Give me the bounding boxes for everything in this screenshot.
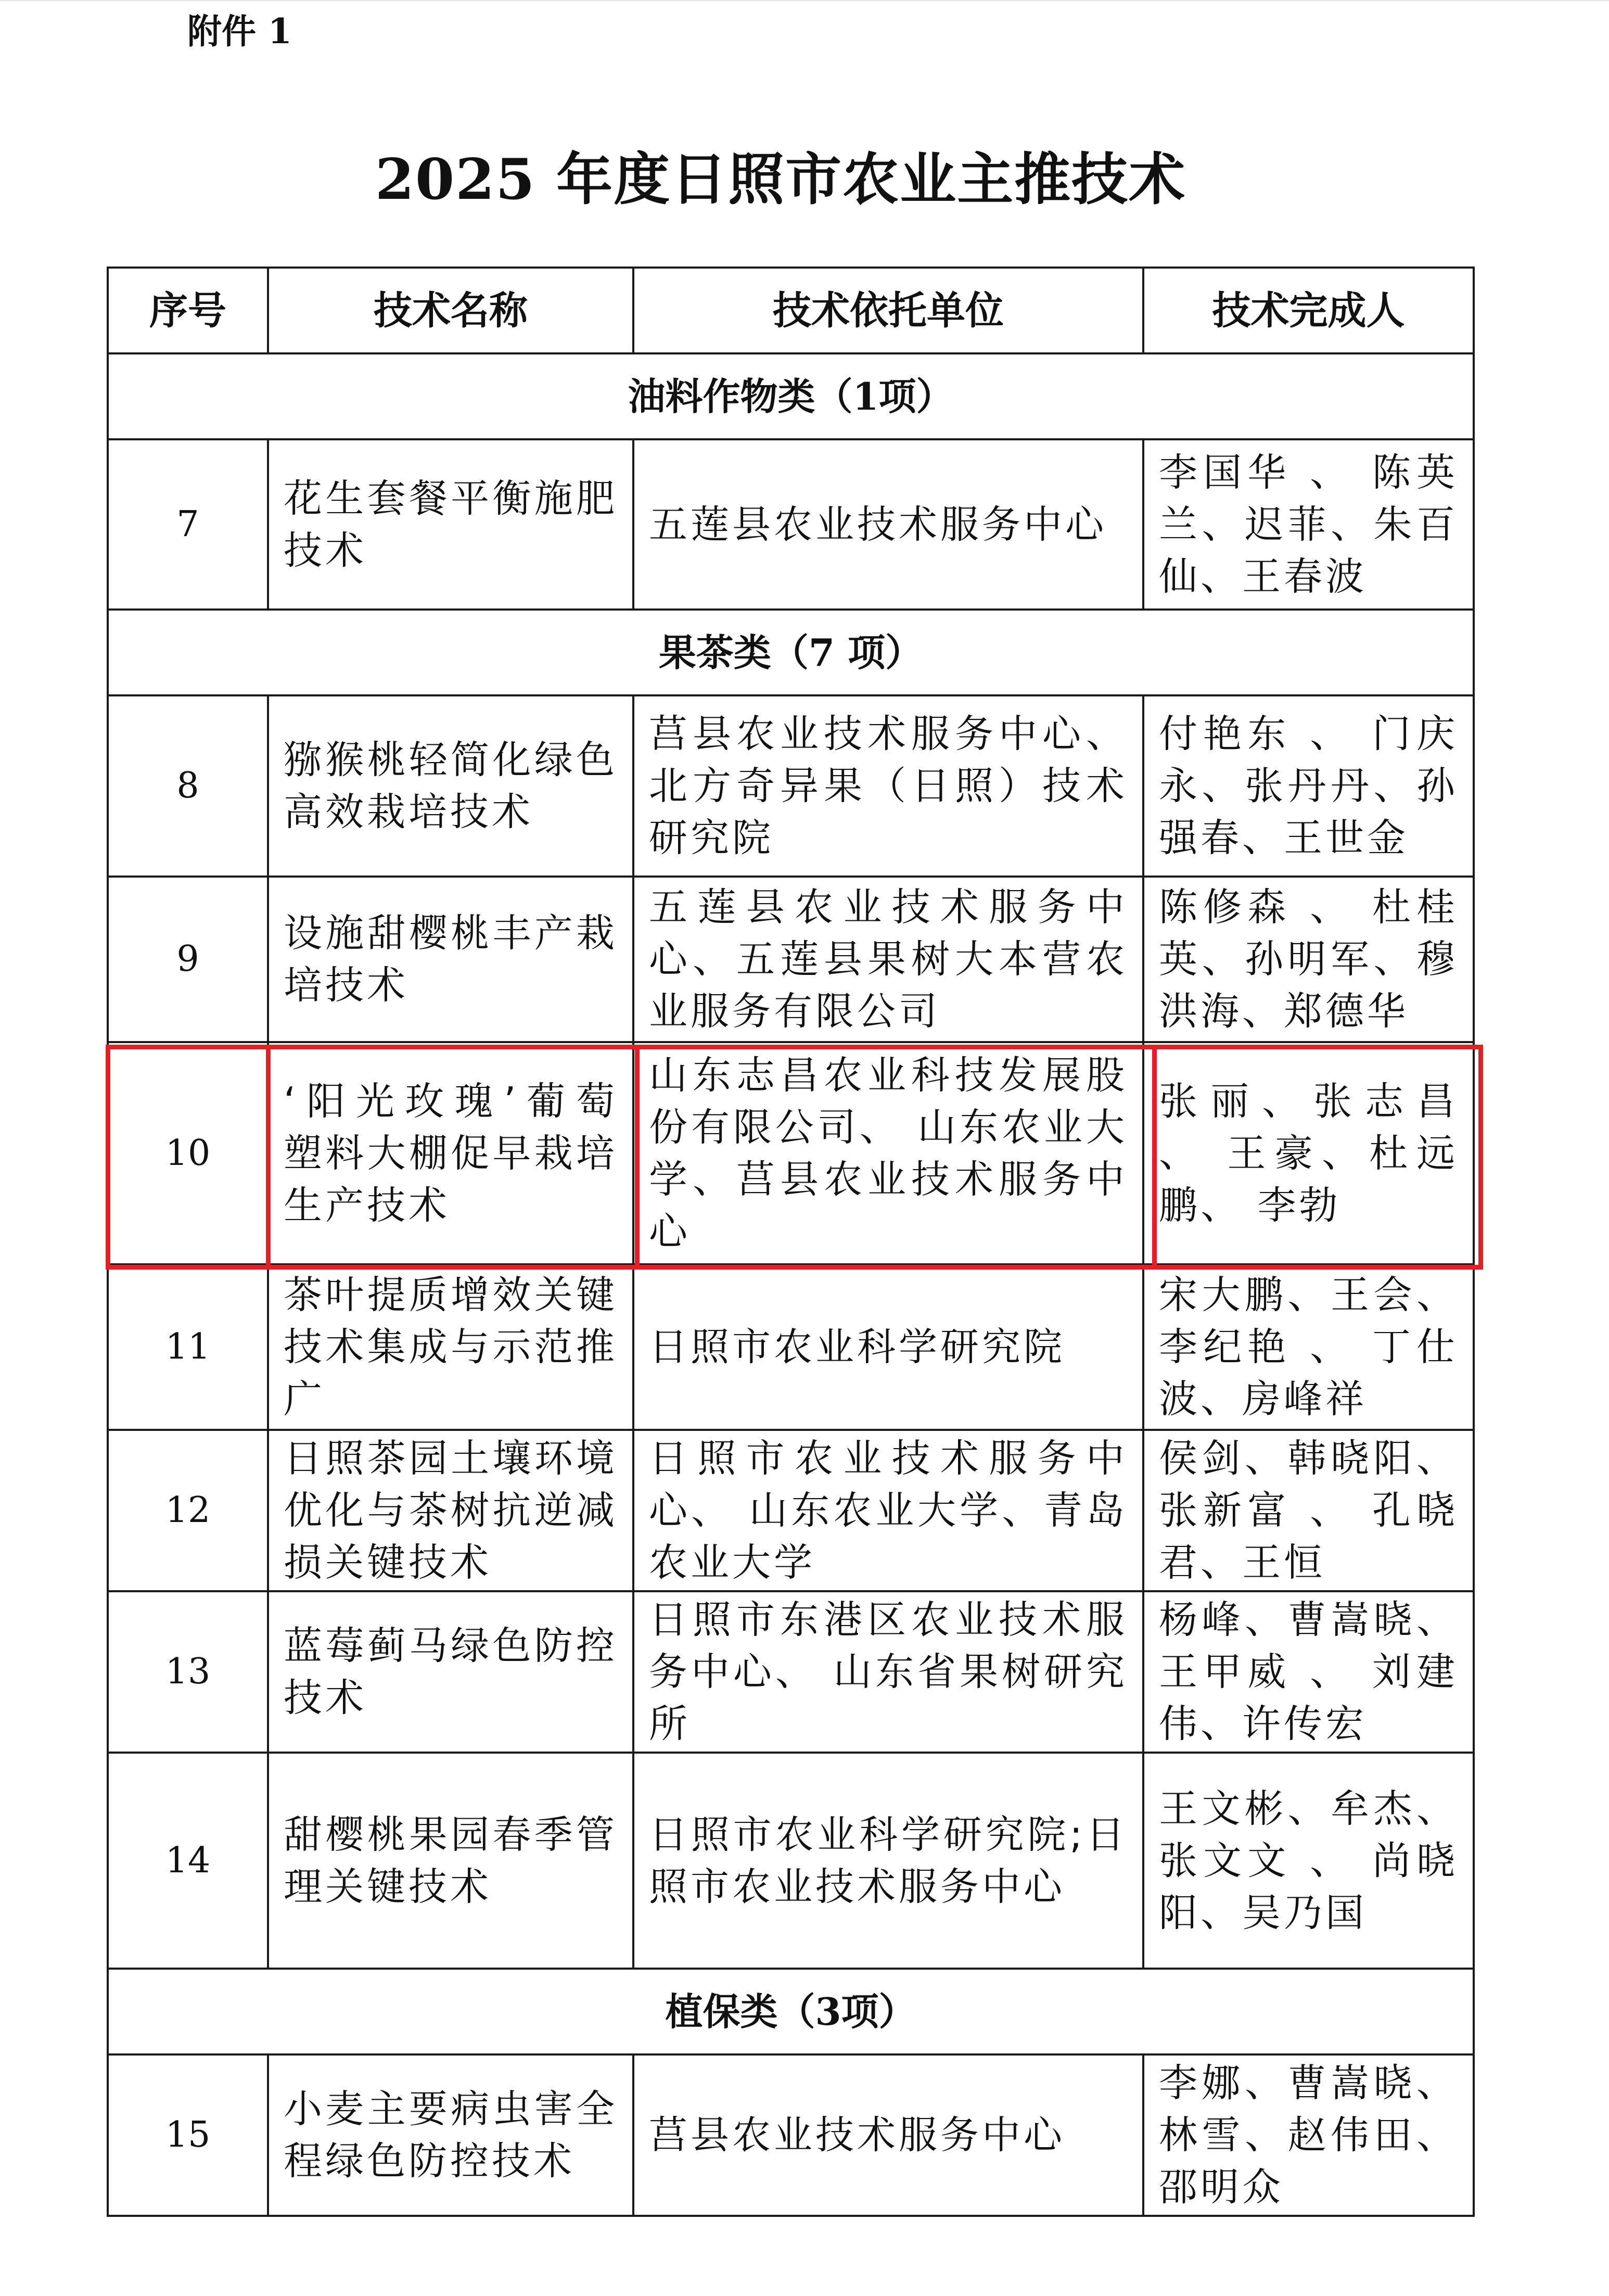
completers: 王文彬、牟杰、张文文 、 尚晓阳、吴乃国 <box>1143 1753 1474 1969</box>
completers: 李国华 、 陈英兰、迟菲、朱百仙、王春波 <box>1143 439 1474 610</box>
row-number: 12 <box>108 1430 268 1591</box>
category-row <box>108 353 1474 439</box>
support-unit: 日照市农业科学研究院 <box>633 1264 1143 1430</box>
support-unit: 五莲县农业技术服务中心 <box>633 439 1143 610</box>
row-number: 15 <box>108 2054 268 2216</box>
tech-name: 花生套餐平衡施肥技术 <box>268 439 633 610</box>
tech-name: 设施甜樱桃丰产栽培技术 <box>268 877 633 1042</box>
header-no: 序号 <box>108 268 268 353</box>
table-row <box>108 1430 1474 1591</box>
table-row <box>108 695 1474 877</box>
completers: 陈修森 、 杜桂英、孙明军、穆洪海、郑德华 <box>1143 877 1474 1042</box>
table-row <box>108 877 1474 1042</box>
table-row <box>108 439 1474 610</box>
completers: 张丽、张志昌 、 王豪、杜远鹏、 李勃 <box>1143 1042 1474 1264</box>
row-number: 13 <box>108 1591 268 1753</box>
row-number: 10 <box>108 1042 268 1264</box>
table-row <box>108 1264 1474 1430</box>
support-unit: 五莲县农业技术服务中心、五莲县果树大本营农业服务有限公司 <box>633 877 1143 1042</box>
header-support-unit: 技术依托单位 <box>633 268 1143 353</box>
category-label: 植保类（3项） <box>108 1969 1474 2054</box>
tech-name: 甜樱桃果园春季管理关键技术 <box>268 1753 633 1969</box>
support-unit: 山东志昌农业科技发展股 份有限公司、 山东农业大 学、莒县农业技术服务中 心 <box>633 1042 1143 1264</box>
completers: 侯剑、韩晓阳、张新富 、 孔晓君、王恒 <box>1143 1430 1474 1591</box>
table-row <box>108 2054 1474 2216</box>
header-row <box>108 268 1474 353</box>
completers: 杨峰、曹嵩晓、王甲威 、 刘建伟、许传宏 <box>1143 1591 1474 1753</box>
header-tech-name: 技术名称 <box>268 268 633 353</box>
support-unit: 日照市农业科学研究院;日照市农业技术服务中心 <box>633 1753 1143 1969</box>
support-unit: 日照市东港区农业技术服务中心、 山东省果树研究所 <box>633 1591 1143 1753</box>
row-number: 11 <box>108 1264 268 1430</box>
tech-name: 日照茶园土壤环境优化与茶树抗逆减损关键技术 <box>268 1430 633 1591</box>
tech-name: 茶叶提质增效关键技术集成与示范推广 <box>268 1264 633 1430</box>
table-row-highlighted <box>108 1042 1474 1264</box>
completers: 李娜、曹嵩晓、林雪、赵伟田、邵明众 <box>1143 2054 1474 2216</box>
category-label: 油料作物类（1项） <box>108 353 1474 439</box>
table-row <box>108 1591 1474 1753</box>
tech-table <box>107 267 1475 2217</box>
table-row <box>108 1753 1474 1969</box>
row-number: 14 <box>108 1753 268 1969</box>
category-row <box>108 610 1474 695</box>
tech-name: 蓝莓蓟马绿色防控技术 <box>268 1591 633 1753</box>
attachment-label: 附件 1 <box>187 11 292 52</box>
row-number: 9 <box>108 877 268 1042</box>
support-unit: 日照市农业技术服务中心、 山东农业大学、青岛农业大学 <box>633 1430 1143 1591</box>
row-number: 7 <box>108 439 268 610</box>
completers: 宋大鹏、王会、李纪艳 、 丁仕波、房峰祥 <box>1143 1264 1474 1430</box>
support-unit: 莒县农业技术服务中心、北方奇异果（日照）技术研究院 <box>633 695 1143 877</box>
category-label: 果茶类（7 项） <box>108 610 1474 695</box>
document-title: 2025 年度日照市农业主推技术 <box>375 147 1186 212</box>
category-row <box>108 1969 1474 2054</box>
page-top-rule <box>0 0 1609 2</box>
tech-name: ‘阳光玫瑰’葡萄 塑料大棚促早栽培 生产技术 <box>268 1042 633 1264</box>
row-number: 8 <box>108 695 268 877</box>
support-unit: 莒县农业技术服务中心 <box>633 2054 1143 2216</box>
completers: 付艳东 、 门庆永、张丹丹、孙强春、王世金 <box>1143 695 1474 877</box>
tech-name: 猕猴桃轻简化绿色高效栽培技术 <box>268 695 633 877</box>
tech-name: 小麦主要病虫害全程绿色防控技术 <box>268 2054 633 2216</box>
header-completers: 技术完成人 <box>1143 268 1474 353</box>
